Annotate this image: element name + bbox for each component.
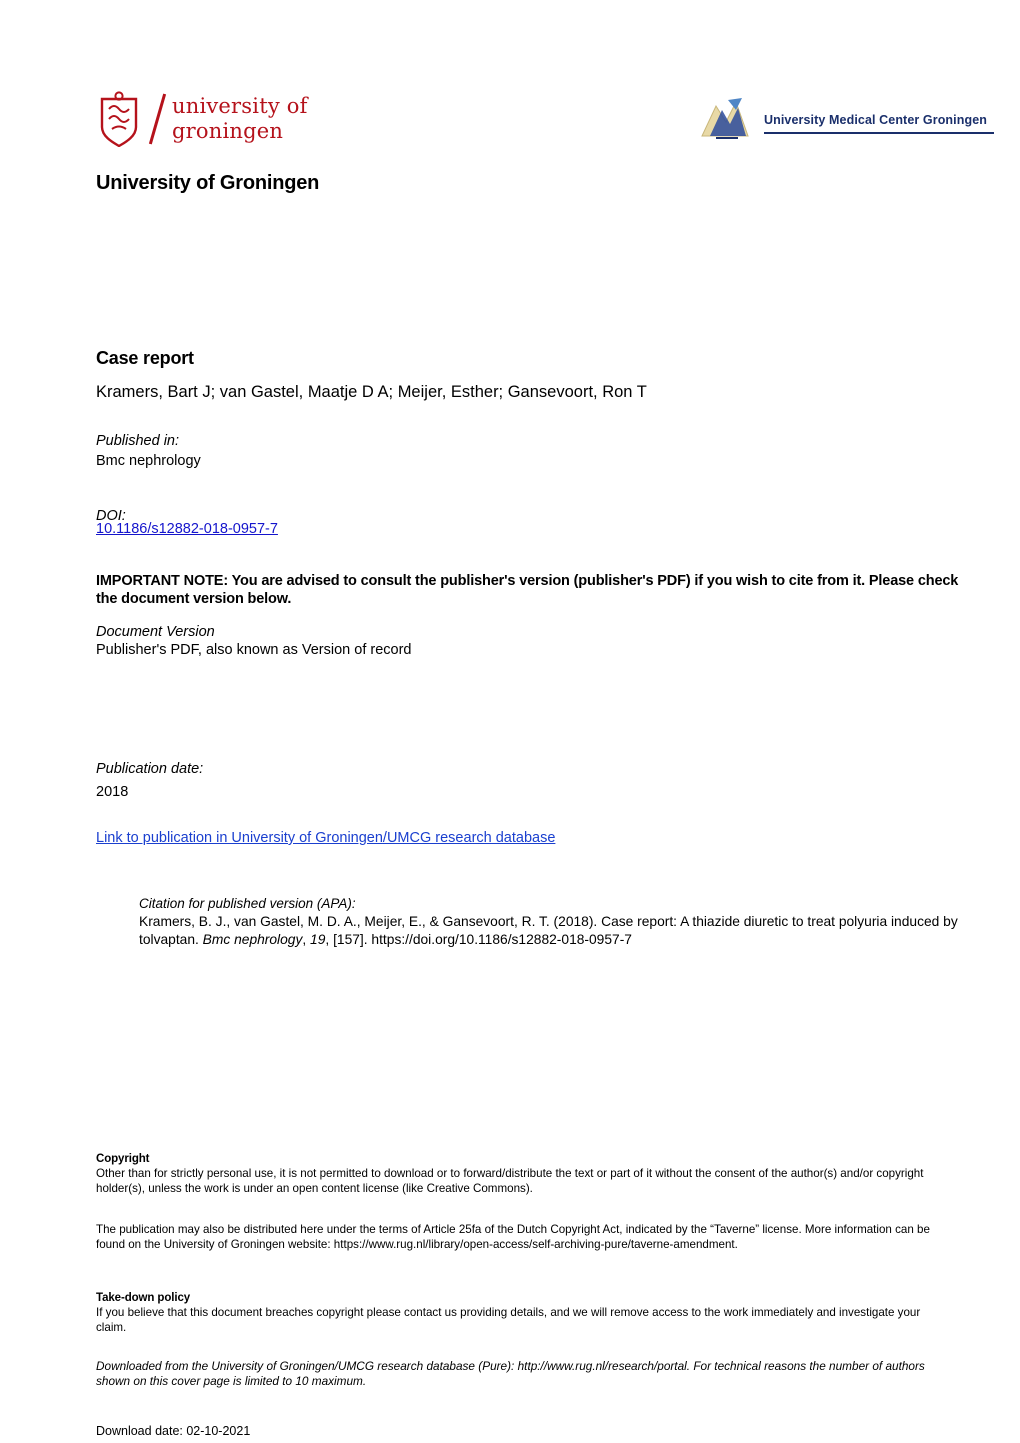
umcg-underline xyxy=(764,132,994,134)
important-note: IMPORTANT NOTE: You are advised to consult the publisher's version (publisher's PDF) if you wish to cite from it. Please check the document version below. xyxy=(96,573,959,607)
document-version-value: Publisher's PDF, also known as Version of record xyxy=(96,642,412,658)
university-of-groningen-logo xyxy=(96,88,308,150)
copyright-body: Other than for strictly personal use, it is not permitted to download or to forward/distribute the text or part of it without the consent of the author(s) and/or copyright holder(s), unless the work is under an open content license (like Creative Commons). xyxy=(96,1167,924,1195)
copyright-heading: Copyright xyxy=(96,1153,150,1165)
umcg-logo xyxy=(696,94,987,146)
takedown-body: If you believe that this document breaches copyright please contact us providing details, and we will remove access to the work immediately and investigate your claim. xyxy=(96,1306,921,1334)
publication-date-label: Publication date: xyxy=(96,761,204,777)
document-authors: Kramers, Bart J; van Gastel, Maatje D A; Meijer, Esther; Gansevoort, Ron T xyxy=(96,383,647,401)
logo-row xyxy=(96,88,987,158)
taverne-body: The publication may also be distributed here under the terms of Article 25fa of the Dutch Copyright Act, indicated by the “Taverne” license. More information can be found on the University of Groningen website: https://www.rug.nl/library/open-access/self-archiving-pure/taverne-amendment. xyxy=(96,1223,930,1251)
download-date: Download date: 02-10-2021 xyxy=(96,1424,251,1438)
document-version-label: Document Version xyxy=(96,624,215,640)
takedown-heading: Take-down policy xyxy=(96,1292,191,1304)
citation-text: Kramers, B. J., van Gastel, M. D. A., Meijer, E., & Gansevoort, R. T. (2018). Case report: A thiazide diuretic to treat polyuria induced by tolvaptan. Bmc nephrology, 19, [157]. https://doi.org/10.1186/s12882-018-0957-7 xyxy=(139,914,958,947)
published-in-value: Bmc nephrology xyxy=(96,453,201,469)
wordmark-line-2: groningen xyxy=(172,119,284,143)
wordmark-line-1: university of xyxy=(172,94,308,118)
university-of-groningen-wordmark xyxy=(172,94,308,144)
umcg-emblem-icon xyxy=(696,96,754,144)
logo-divider xyxy=(142,91,172,147)
citation-label: Citation for published version (APA): xyxy=(139,896,356,911)
publication-date-value: 2018 xyxy=(96,784,129,800)
doi-link[interactable]: 10.1186/s12882-018-0957-7 xyxy=(96,521,278,537)
university-crest-icon xyxy=(96,91,142,147)
umcg-wordmark: University Medical Center Groningen xyxy=(764,113,987,127)
page-title: University of Groningen xyxy=(96,172,320,194)
doi-label: DOI: xyxy=(96,508,126,524)
published-in-label: Published in: xyxy=(96,433,180,449)
research-database-link[interactable]: Link to publication in University of Groningen/UMCG research database xyxy=(96,830,556,846)
document-title: Case report xyxy=(96,348,194,368)
downloaded-from-note: Downloaded from the University of Groningen/UMCG research database (Pure): http://www.rug.nl/research/portal. For technical reasons the number of authors shown on this cover page is limited to 10 maximum. xyxy=(96,1359,925,1388)
